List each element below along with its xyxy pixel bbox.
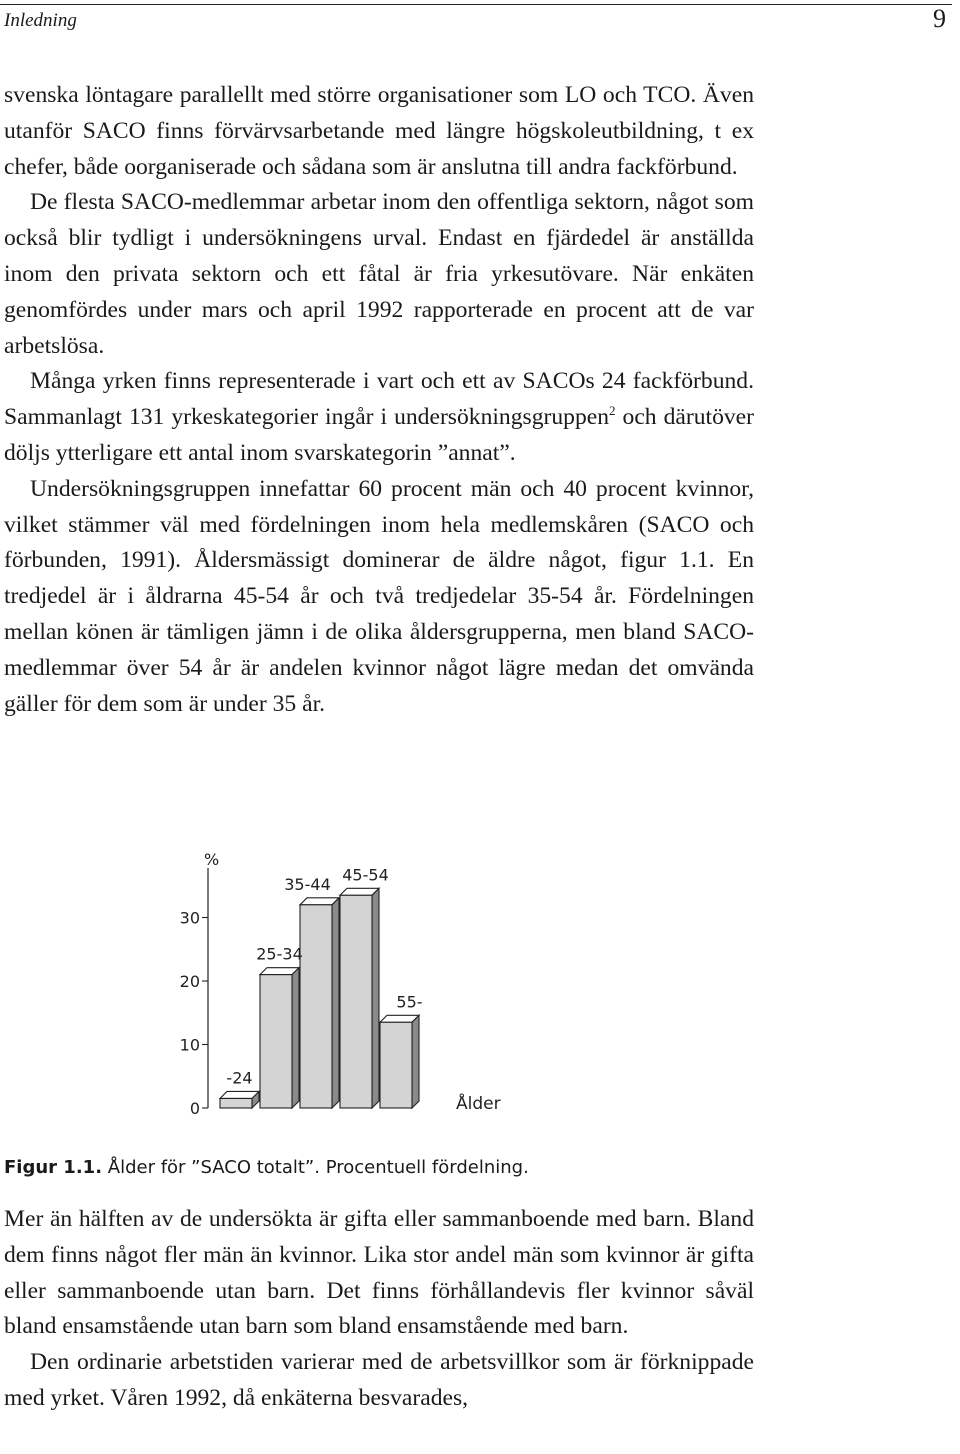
body-text-bottom xyxy=(4,1202,754,1417)
bar-45-54 xyxy=(340,888,379,1108)
bar-front-face xyxy=(220,1098,252,1108)
bar-label: -24 xyxy=(226,1068,253,1088)
page-number: 9 xyxy=(933,4,946,33)
x-axis-label: Ålder xyxy=(456,1094,501,1114)
bar-side-face xyxy=(332,898,339,1108)
footnote-marker: 2 xyxy=(609,403,616,419)
paragraph-1: svenska löntagare parallellt med större organisationer som LO och TCO. Även utanför SACO finns förvärvsarbetande med längre högskoleutbildning, t ex chefer, både oorganiserade och sådana som är anslutna till andra fackförbund. xyxy=(4,82,754,180)
age-chart xyxy=(160,840,540,1120)
paragraph-5: Mer än hälften av de undersökta är gifta eller sammanboende med barn. Bland dem finns något fler män än kvinnor. Lika stor andel män som kvinnor är gifta eller sammanboende utan barn. Det finns förhållandevis fler kvinnor såväl bland ensamstående utan barn som bland ensamstående med barn. xyxy=(4,1206,754,1340)
paragraph-6: Den ordinarie arbetstiden varierar med de arbetsvillkor som är förknippade med yrket. Våren 1992, då enkäterna besvarades, xyxy=(4,1349,754,1411)
y-tick-label: 0 xyxy=(189,1099,200,1118)
bar-front-face xyxy=(380,1022,412,1108)
section-title: Inledning xyxy=(4,10,77,31)
bar-side-face xyxy=(372,888,379,1108)
bar-front-face xyxy=(300,905,332,1108)
paragraph-3-text: Många yrken finns representerade i vart och ett av SACOs 24 fackförbund. Sammanlagt 131 yrkeskategorier ingår i undersökningsgruppen xyxy=(4,368,754,431)
running-head xyxy=(0,0,960,44)
bar-35-44 xyxy=(300,898,339,1108)
y-tick-label: 10 xyxy=(179,1035,200,1055)
bar-side-face xyxy=(412,1015,419,1108)
bar-25-34 xyxy=(260,968,299,1108)
bar-label: 35-44 xyxy=(284,874,331,894)
figure-label: Figur 1.1. xyxy=(4,1157,103,1178)
bar--24 xyxy=(220,1091,259,1108)
figure-caption xyxy=(4,1157,529,1178)
bar-label: 25-34 xyxy=(256,944,303,964)
age-chart-svg xyxy=(160,840,540,1120)
y-ticks xyxy=(180,909,208,1119)
figure-caption-text: Ålder för ”SACO totalt”. Procentuell fördelning. xyxy=(102,1157,529,1178)
bar-55- xyxy=(380,1015,419,1108)
bar-front-face xyxy=(260,975,292,1108)
body-text-top xyxy=(4,78,754,722)
header-rule xyxy=(0,4,952,5)
bar-side-face xyxy=(292,968,299,1108)
paragraph-4: Undersökningsgruppen innefattar 60 procent män och 40 procent kvinnor, vilket stämmer väl med fördelningen inom hela medlemskåren (SACO och förbunden, 1991). Åldersmässigt dominerar de äldre något, figur 1.1. En tredjedel är i åldrarna 45-54 år och två tredjedelar 35-54 år. Fördelningen mellan könen är tämligen jämn i de olika åldersgrupperna, men bland SACO-medlemmar över 54 år är andelen kvinnor något lägre medan det omvända gäller för dem som är under 35 år. xyxy=(4,475,754,717)
bar-front-face xyxy=(340,895,372,1108)
bar-label: 45-54 xyxy=(342,865,389,885)
paragraph-3 xyxy=(4,364,754,471)
paragraph-2: De flesta SACO-medlemmar arbetar inom den offentliga sektorn, något som också blir tydligt i undersökningens urval. Endast en fjärdedel är anställda inom den privata sektorn och ett fåtal är fria yrkesutövare. När enkäten genomfördes under mars och april 1992 rapporterade en procent att de var arbetslösa. xyxy=(4,189,754,359)
y-tick-label: 30 xyxy=(179,908,200,928)
paragraph-3-text-continued: och därutöver döljs ytterligare ett antal inom svarskategorin ”annat”. xyxy=(4,404,754,466)
y-axis-label: % xyxy=(204,850,220,869)
bar-label: 55- xyxy=(396,992,423,1012)
y-tick-label: 20 xyxy=(179,972,200,991)
